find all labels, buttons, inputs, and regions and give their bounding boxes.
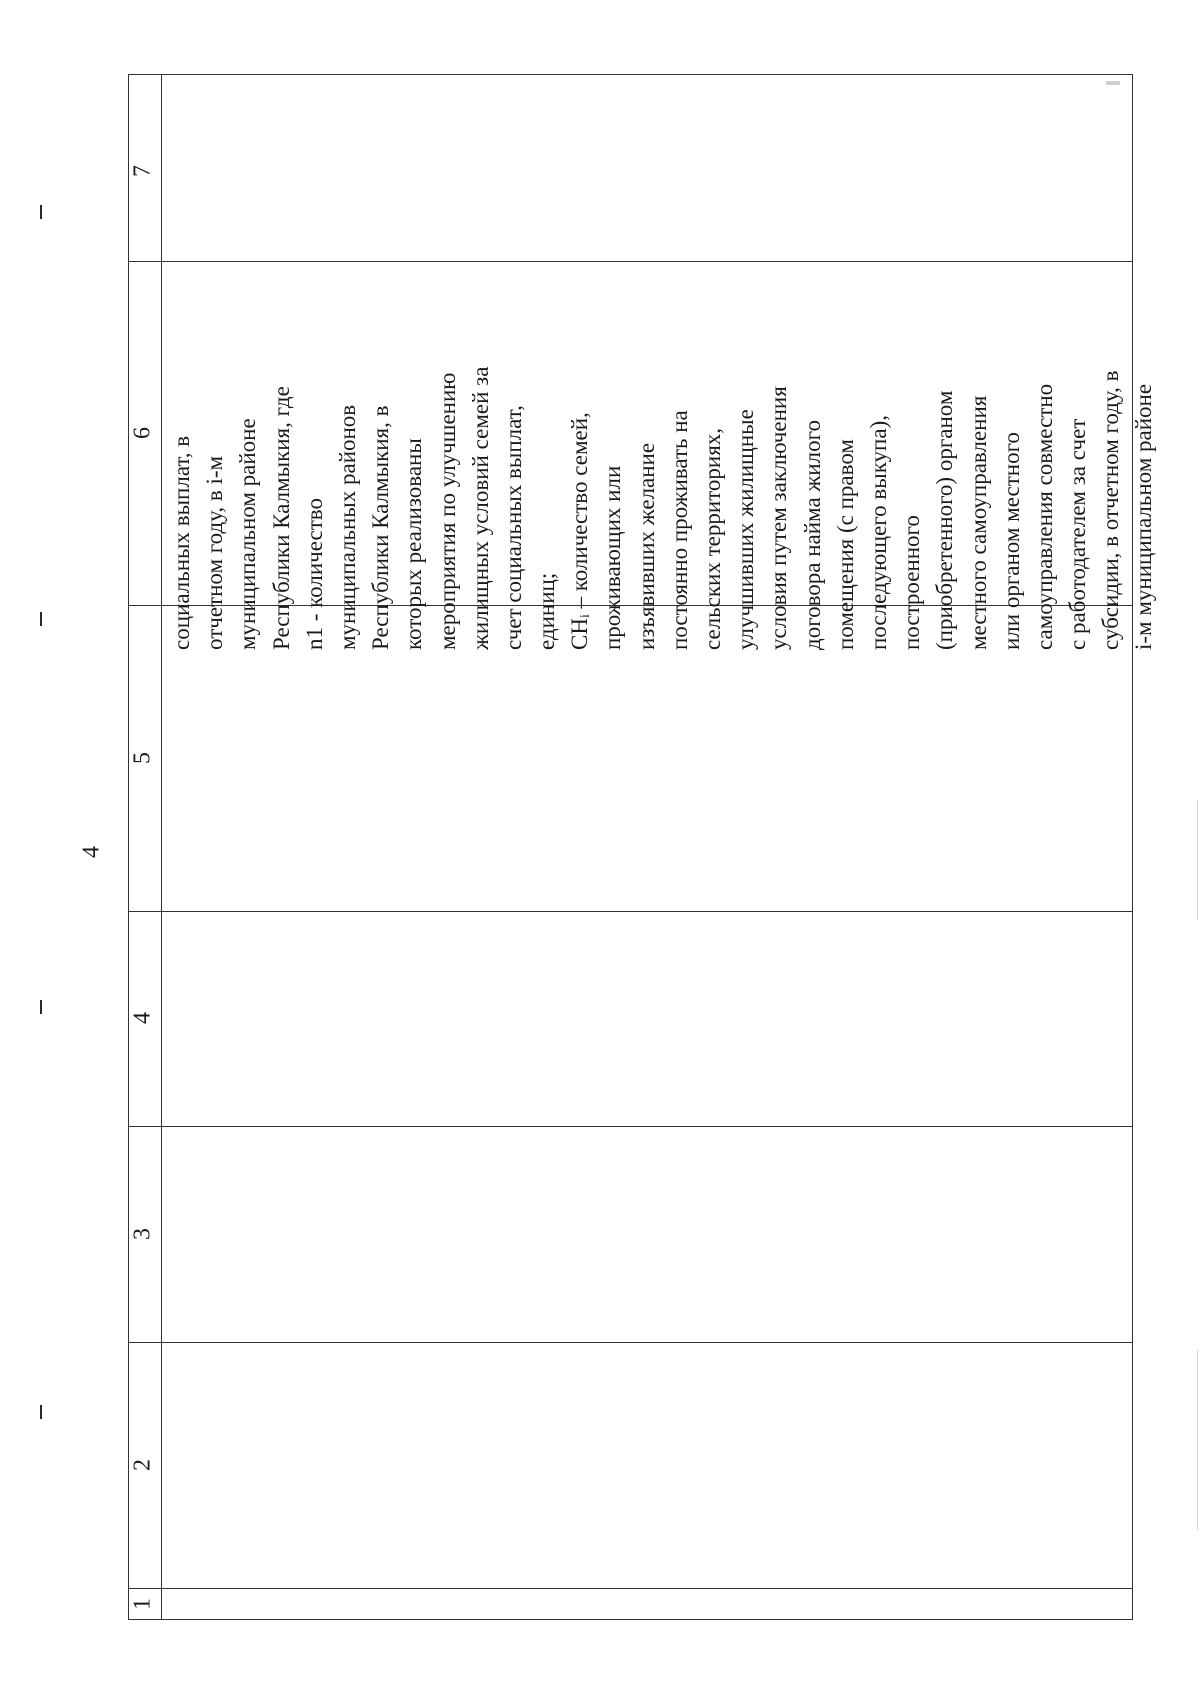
header-cell-7: 7 [129,165,156,177]
scan-edge-mark [1197,1350,1198,1530]
text-line: Республики Калмыкия, в [368,405,394,650]
text-line: помещения (с правом [832,439,858,650]
text-line: сельских территориях, [700,427,725,650]
scan-mark [40,1000,42,1014]
text-line: единиц; [534,572,560,650]
scan-edge-mark [1197,800,1198,920]
text-line: (приобретенного) органом [932,390,958,650]
scan-mark [40,205,42,219]
header-cell-1: 1 [129,1598,156,1610]
indicator-table [128,74,1157,1620]
scan-mark [40,612,42,626]
text-line: местного самоуправления [965,395,991,650]
header-cell-5: 5 [129,752,156,764]
column-separator [129,1126,1132,1127]
text-line: изъявивших желание [633,442,659,650]
text-line: договора найма жилого [799,420,825,650]
text-line: социальных выплат, в [169,435,194,650]
column-separator [129,1588,1132,1589]
text-line: улучшивших жилищные [733,409,759,650]
column-separator [129,911,1132,912]
text-line: с работодателем за счет [1065,418,1091,650]
column-separator [129,1342,1132,1343]
header-cell-3: 3 [129,1228,156,1240]
text-line: мероприятия по улучшению [434,372,460,650]
text-line: проживающих или [600,465,626,650]
text-line: субсидии, в отчетном году, в [1098,370,1124,650]
text-line: CHᵢ – количество семей, [567,412,593,650]
text-line: или органом местного [998,432,1024,650]
page-number: 4 [78,846,105,858]
text-line: последующего выкупа), [865,415,891,650]
text-line: которых реализованы [401,438,427,650]
text-line: муниципальных районов [334,404,360,650]
header-cell-4: 4 [129,1012,156,1024]
text-line: Республики Калмыкия, где [268,386,294,650]
text-line: муниципальном районе [235,418,261,650]
text-line: жилищных условий семей за [467,366,493,650]
column-separator [129,261,1132,262]
text-line: построенного [899,515,925,650]
text-line: отчетном году, в i-м [202,455,228,650]
header-cell-6: 6 [129,427,156,439]
text-line: i-м муниципальном районе [1131,383,1157,650]
text-line: условия путем заключения [766,386,792,650]
text-line: постоянно проживать на [666,410,692,650]
header-separator [161,75,162,1619]
scan-mark [40,1405,42,1419]
text-line: n1 - количество [301,498,327,650]
text-line: самоуправления совместно [1031,383,1057,650]
header-cell-2: 2 [129,1459,156,1471]
text-line: счет социальных выплат, [500,405,526,650]
column-6-cell-text [165,270,1161,650]
scan-smudge [1106,81,1120,85]
